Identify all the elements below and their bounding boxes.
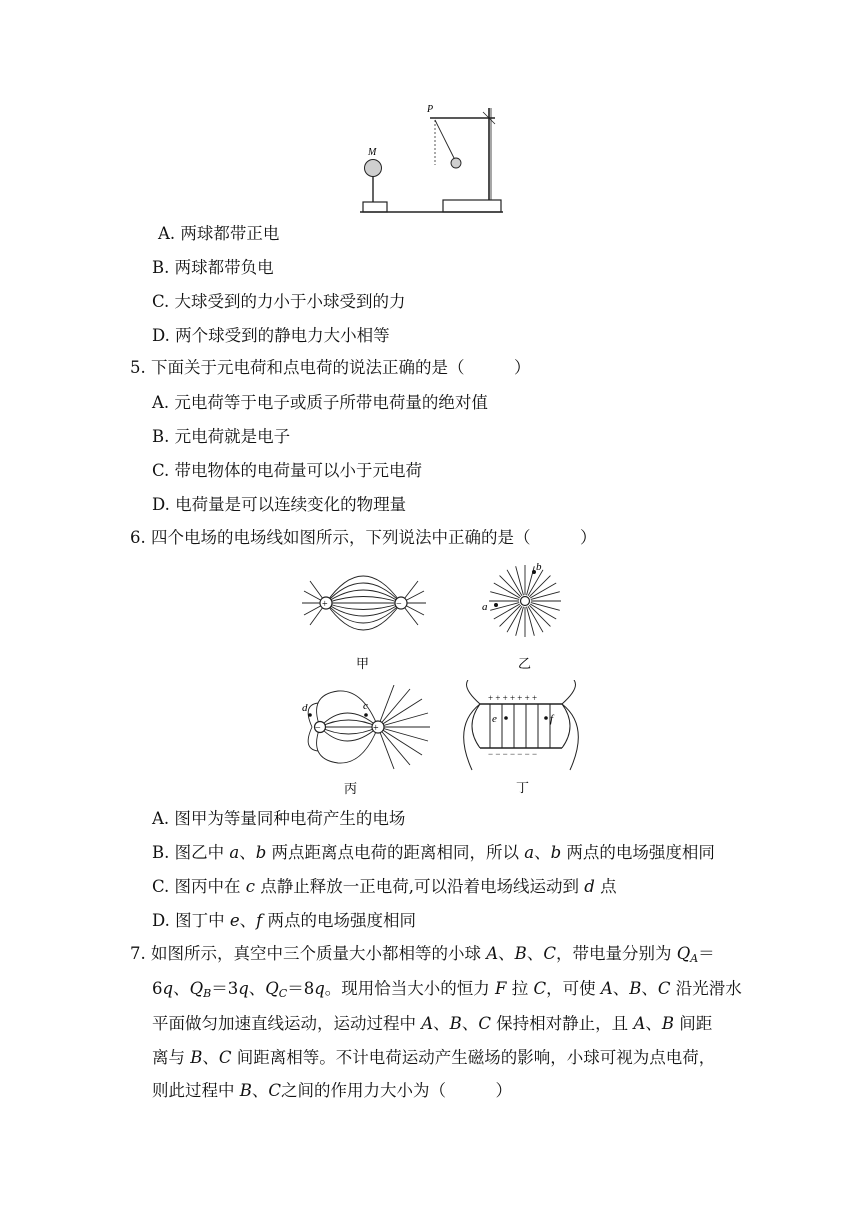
svg-text:−: − [396, 599, 402, 610]
svg-text:− − − − − − −: − − − − − − − [488, 749, 538, 759]
q7-line-3: 平面做匀加速直线运动，运动过程中 A、B、C 保持相对静止，且 A、B 间距 [152, 1014, 713, 1033]
svg-text:+: + [373, 723, 379, 734]
q6-option-d: D. 图丁中 e、f 两点的电场强度相同 [152, 911, 417, 930]
svg-text:+: + [322, 599, 328, 610]
q4-option-d: D. 两个球受到的静电力大小相等 [152, 326, 390, 345]
field-figure-yi [470, 560, 574, 672]
label-d: d [302, 702, 308, 714]
q4-option-b: B. 两球都带负电 [152, 258, 274, 277]
label-b: b [536, 561, 542, 573]
q7-line-4: 离与 B、C 间距离相等。不计电荷运动产生磁场的影响，小球可视为点电荷， [152, 1048, 716, 1067]
q6-option-b: B. 图乙中 a、b 两点距离点电荷的距离相同，所以 a、b 两点的电场强度相同 [152, 843, 715, 862]
field-figure-jia [298, 565, 430, 675]
q6-option-a: A. 图甲为等量同种电荷产生的电场 [152, 809, 406, 828]
caption-ding: 丁 [516, 781, 530, 796]
q5-option-b: B. 元电荷就是电子 [152, 427, 291, 446]
field-figure-bing [298, 685, 433, 797]
q5-stem: 5. 下面关于元电荷和点电荷的说法正确的是（ ） [130, 358, 531, 377]
q5-option-c: C. 带电物体的电荷量可以小于元电荷 [152, 461, 423, 480]
label-c: c [363, 700, 368, 712]
svg-text:+ + + + + + +: + + + + + + + [488, 693, 538, 703]
pendulum-figure [355, 100, 505, 218]
q7-line-5: 则此过程中 B、C之间的作用力大小为（ ） [152, 1081, 513, 1100]
svg-text:−: − [315, 723, 321, 734]
label-p: P [427, 104, 434, 115]
q5-option-a: A. 元电荷等于电子或质子所带电荷量的绝对值 [152, 393, 488, 412]
q7-line-2: 6q、$Q_B=3q$、$Q_C=8q$。现用恰当大小的恒力 F 拉 C，可使 A、B、C 沿光滑水 [152, 979, 742, 1000]
field-figure-ding [462, 680, 582, 798]
label-a: a [482, 601, 488, 613]
caption-yi: 乙 [518, 657, 532, 672]
label-f: f [550, 713, 554, 725]
q4-option-a: A. 两球都带正电 [158, 224, 280, 243]
caption-jia: 甲 [356, 657, 370, 672]
q6-option-c: C. 图丙中在 c 点静止释放一正电荷,可以沿着电场线运动到 d 点 [152, 877, 617, 896]
label-e: e [492, 713, 497, 725]
caption-bing: 丙 [344, 782, 358, 797]
label-m: M [368, 147, 377, 158]
q6-stem: 6. 四个电场的电场线如图所示，下列说法中正确的是（ ） [130, 528, 597, 547]
q4-option-c: C. 大球受到的力小于小球受到的力 [152, 292, 406, 311]
q7-line-1: 7. 如图所示，真空中三个质量大小都相等的小球 A、B、C，带电量分别为 $Q_A=$ [130, 944, 715, 965]
q5-option-d: D. 电荷量是可以连续变化的物理量 [152, 495, 407, 514]
